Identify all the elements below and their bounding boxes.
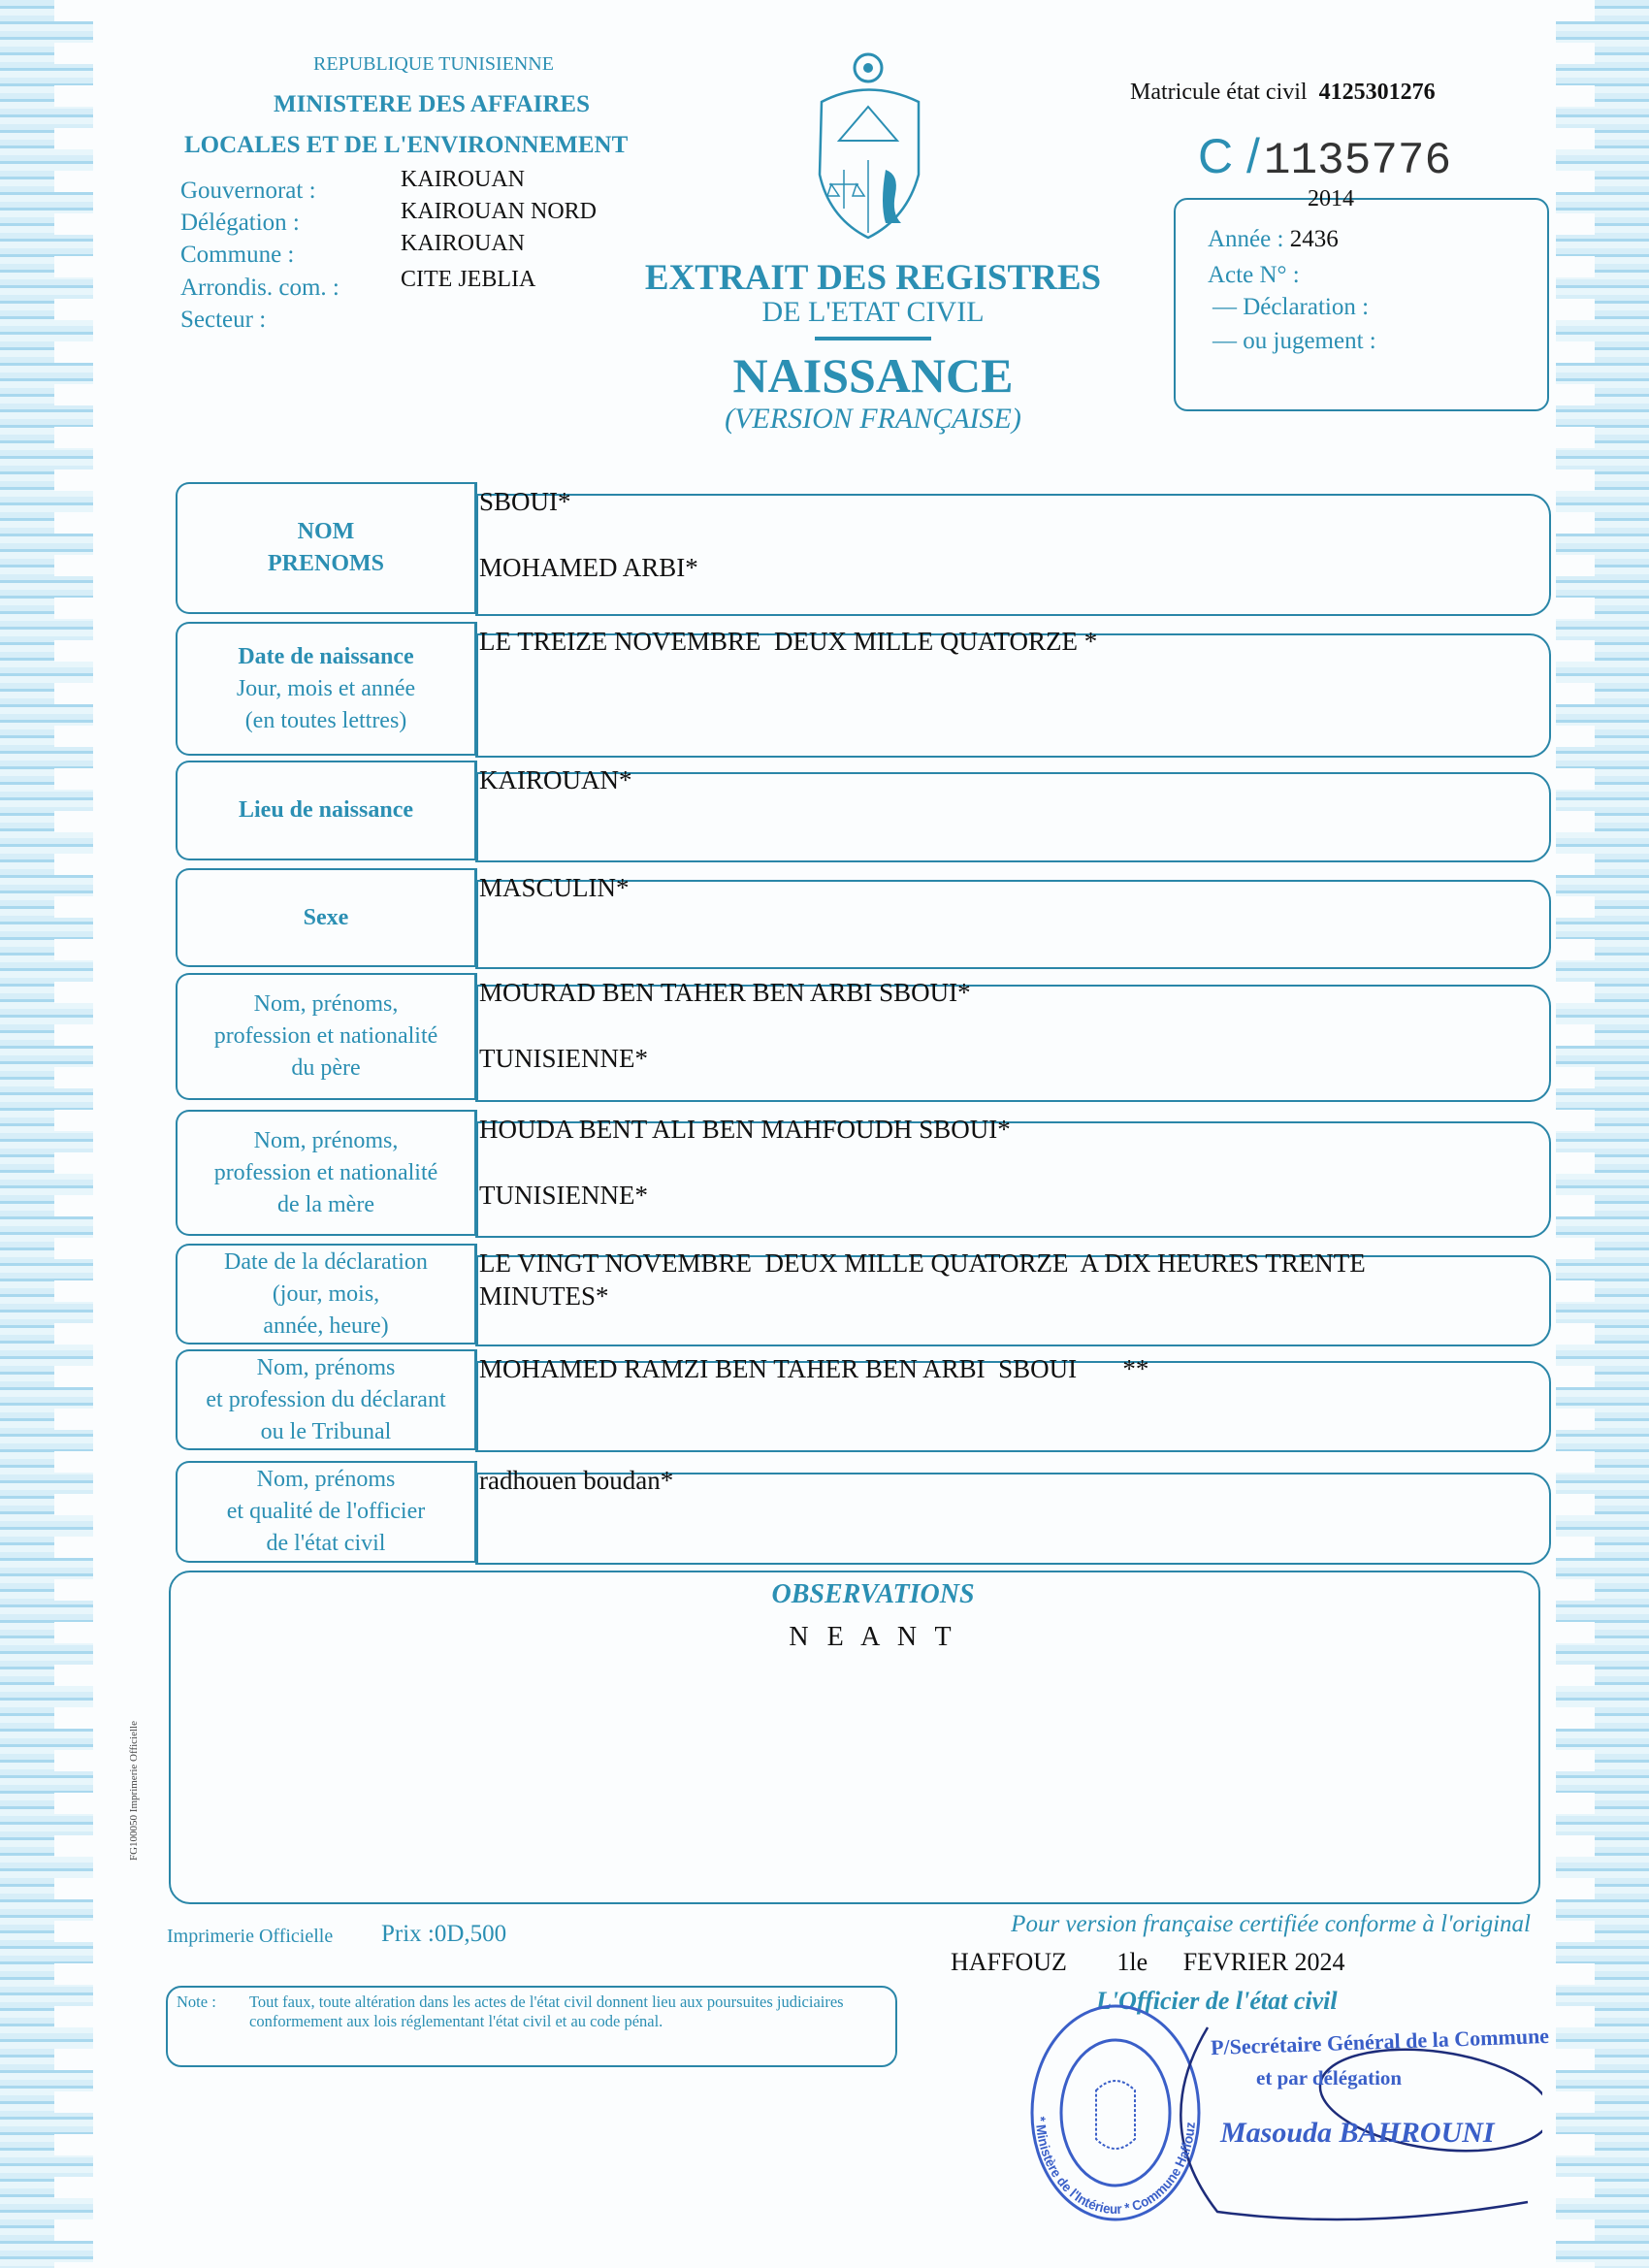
row-label-line: (en toutes lettres) bbox=[244, 707, 407, 733]
row-label-line: ou le Tribunal bbox=[260, 1418, 392, 1444]
stamp-ring-text: * Ministère de l'Intérieur * Commune Haffouz bbox=[1032, 2116, 1198, 2218]
row-label-line: (jour, mois, bbox=[272, 1280, 380, 1307]
row-label-line: de la mère bbox=[277, 1191, 374, 1217]
act-type-title: NAISSANCE bbox=[732, 348, 1014, 403]
jugement-label: — ou jugement : bbox=[1212, 328, 1376, 354]
row-value: MOHAMED ARBI* bbox=[479, 553, 698, 582]
serial-number bbox=[1198, 128, 1451, 186]
note-label: Note : bbox=[177, 1993, 216, 2011]
header-field-value: KAIROUAN NORD bbox=[401, 199, 597, 224]
price-label: Prix :0D,500 bbox=[381, 1921, 507, 1947]
matricule bbox=[1130, 80, 1436, 106]
row-label bbox=[176, 1244, 477, 1345]
row-label-line: année, heure) bbox=[263, 1312, 389, 1339]
row-label-line: de l'état civil bbox=[266, 1531, 386, 1556]
note-text: Tout faux, toute altération dans les actes de l'état civil donnent lieu aux poursuites judiciaires conformement aux lois réglementant l'état civil et au code pénal. bbox=[249, 1993, 844, 2030]
left-decorative-border bbox=[0, 0, 93, 2268]
header-field-value: CITE JEBLIA bbox=[401, 267, 536, 292]
row-label-line: Jour, mois et année bbox=[236, 675, 416, 701]
row-label-line: et profession du déclarant bbox=[206, 1386, 446, 1412]
row-label-line: Nom, prénoms bbox=[256, 1354, 396, 1380]
issue-day: 1le bbox=[1116, 1948, 1148, 1976]
title-divider bbox=[815, 337, 931, 340]
annee-label: Année : bbox=[1208, 226, 1284, 252]
document-subtitle: DE L'ETAT CIVIL bbox=[761, 296, 985, 328]
row-value: LE VINGT NOVEMBRE DEUX MILLE QUATORZE A DIX HEURES TRENTE bbox=[479, 1248, 1366, 1278]
row-value: MOHAMED RAMZI BEN TAHER BEN ARBI SBOUI ** bbox=[479, 1354, 1149, 1383]
matricule-value: 4125301276 bbox=[1318, 80, 1436, 105]
ministry-line1: MINISTERE DES AFFAIRES bbox=[273, 91, 590, 117]
header-field-label: Arrondis. com. : bbox=[180, 275, 340, 301]
row-value: radhouen boudan* bbox=[479, 1466, 674, 1495]
row-label-line: Nom, prénoms bbox=[256, 1467, 396, 1492]
row-value: TUNISIENNE* bbox=[479, 1181, 648, 1210]
row-label-line: NOM bbox=[297, 519, 355, 544]
row-value: TUNISIENNE* bbox=[479, 1044, 648, 1073]
row-label bbox=[176, 482, 477, 614]
version-label: (VERSION FRANÇAISE) bbox=[725, 403, 1021, 435]
header-field-label: Secteur : bbox=[180, 307, 267, 333]
row-label-line: profession et nationalité bbox=[213, 1159, 438, 1185]
row-label-line: et qualité de l'officier bbox=[226, 1499, 426, 1524]
matricule-label: Matricule état civil bbox=[1130, 80, 1308, 105]
stamp-line1: P/Secrétaire Général de la Commune bbox=[1210, 2023, 1550, 2060]
header-field-label: Délégation : bbox=[180, 210, 300, 236]
coat-of-arms-emblem bbox=[810, 49, 936, 243]
observations-label: OBSERVATIONS bbox=[771, 1579, 975, 1609]
row-label-line: du père bbox=[291, 1055, 361, 1081]
stamp-ring-text-svg bbox=[1033, 2117, 1198, 2217]
row-label-line: Date de naissance bbox=[238, 643, 414, 669]
row-label bbox=[176, 1461, 477, 1563]
officer-title: L'Officier de l'état civil bbox=[1096, 1987, 1338, 2015]
header-field-label: Commune : bbox=[180, 242, 295, 268]
row-label-line: Nom, prénoms, bbox=[253, 1127, 399, 1153]
header-field-label: Gouvernorat : bbox=[180, 178, 316, 204]
row-value-box bbox=[475, 880, 1551, 969]
row-value: SBOUI* bbox=[479, 487, 571, 516]
observations-box bbox=[169, 1571, 1540, 1904]
printer-label: Imprimerie Officielle bbox=[167, 1926, 334, 1947]
legal-note bbox=[177, 1993, 889, 2031]
header-field-value: KAIROUAN bbox=[401, 167, 525, 192]
stamp-line2: et par délégation bbox=[1256, 2066, 1403, 2090]
stamp-signatory: Masouda BAHROUNI bbox=[1220, 2117, 1495, 2149]
ministry-line2: LOCALES ET DE L'ENVIRONNEMENT bbox=[184, 132, 629, 158]
row-value: MINUTES* bbox=[479, 1281, 609, 1311]
annee-value: 2436 bbox=[1289, 226, 1339, 252]
row-label-line: Date de la déclaration bbox=[224, 1248, 428, 1275]
row-label-line: Lieu de naissance bbox=[238, 797, 414, 823]
observations-value: N E A N T bbox=[789, 1622, 957, 1652]
row-label bbox=[176, 868, 477, 967]
row-label-line: Nom, prénoms, bbox=[253, 991, 399, 1017]
document-title: EXTRAIT DES REGISTRES bbox=[644, 258, 1102, 298]
acte-number-label: Acte N° : bbox=[1208, 262, 1300, 288]
row-value: KAIROUAN* bbox=[479, 765, 632, 794]
right-decorative-border bbox=[1556, 0, 1649, 2268]
row-value: MASCULIN* bbox=[479, 873, 630, 902]
row-value-box bbox=[475, 772, 1551, 862]
row-label bbox=[176, 1110, 477, 1236]
row-label bbox=[176, 973, 477, 1100]
row-value: LE TREIZE NOVEMBRE DEUX MILLE QUATORZE * bbox=[479, 627, 1098, 656]
serial-value: 1135776 bbox=[1263, 136, 1452, 186]
republic-label: REPUBLIQUE TUNISIENNE bbox=[313, 53, 554, 75]
side-print-code: FG100050 Imprimerie Officielle bbox=[128, 1721, 140, 1861]
row-label-line: PRENOMS bbox=[268, 551, 384, 576]
row-label-line: profession et nationalité bbox=[213, 1023, 438, 1049]
issue-date-line bbox=[951, 1948, 1345, 1977]
header-field-value: KAIROUAN bbox=[401, 231, 525, 256]
row-label bbox=[176, 1349, 477, 1450]
row-label bbox=[176, 761, 477, 860]
row-value: HOUDA BENT ALI BEN MAHFOUDH SBOUI* bbox=[479, 1115, 1011, 1144]
certified-statement: Pour version française certifiée conforme à l'original bbox=[1011, 1911, 1531, 1937]
issue-place: HAFFOUZ bbox=[951, 1948, 1067, 1976]
row-value: MOURAD BEN TAHER BEN ARBI SBOUI* bbox=[479, 978, 971, 1007]
serial-prefix: C / bbox=[1198, 129, 1260, 183]
issue-month-year: FEVRIER 2024 bbox=[1182, 1948, 1345, 1976]
acte-year: 2014 bbox=[1308, 186, 1354, 211]
row-label-line: Sexe bbox=[303, 904, 349, 930]
row-label bbox=[176, 622, 477, 756]
declaration-label: — Déclaration : bbox=[1212, 294, 1370, 320]
